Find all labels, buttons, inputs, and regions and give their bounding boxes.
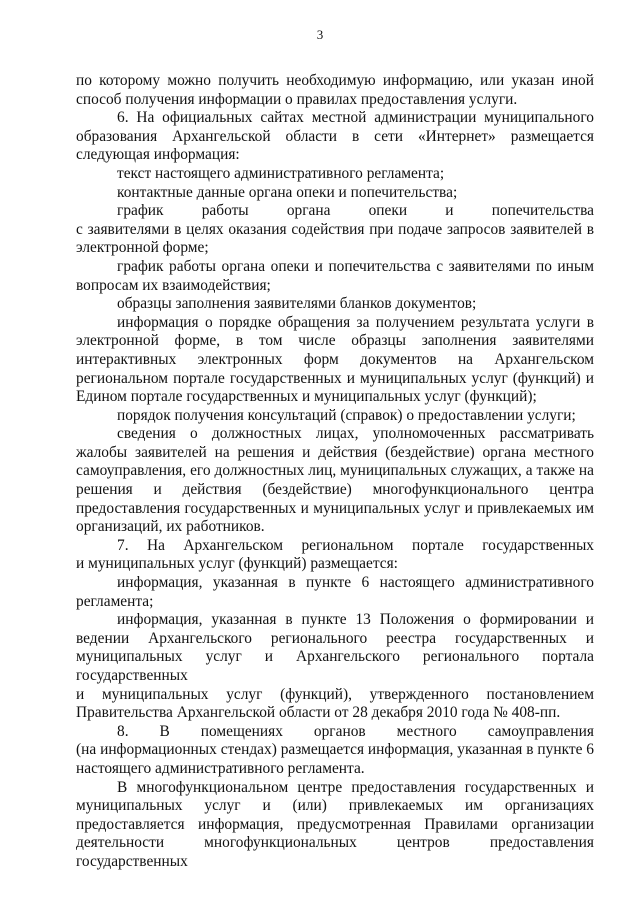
paragraph: контактные данные органа опеки и попечительства; <box>117 183 458 201</box>
paragraph: график работы органа опеки и попечительства с заявителями по иным вопросам их взаимодействия; <box>76 257 594 294</box>
paragraph: информация, указанная в пункте 13 Положения о формировании и ведении Архангельского регионального реестра государственных и муниципальных услуг и Архангельского регионального портала государственных <box>76 611 594 684</box>
paragraph: 8. В помещениях органов местного самоуправления <box>117 722 594 740</box>
paragraph: 6. На официальных сайтах местной администрации муниципального образования Архангельской области в сети «Интернет» размещается следующая информация: <box>76 109 594 164</box>
paragraph: В многофункциональном центре предоставления государственных и муниципальных услуг и (или) привлекаемых им организациях предоставляется информация, предусмотренная Правилами организации деятельности многофункциональных центров предоставления государственных <box>76 778 594 870</box>
paragraph: и муниципальных услуг (функций) размещается: <box>76 555 398 573</box>
paragraph: информация, указанная в пункте 6 настоящего административного регламента; <box>76 574 594 610</box>
paragraph: образцы заполнения заявителями бланков документов; <box>117 295 477 313</box>
paragraph: сведения о должностных лицах, уполномоченных рассматривать жалобы заявителей на решения и действия (бездействие) органа местного самоуправления, его должностных лиц, муниципальных служащих, а также на решения и действия (бездействие) многофункционального центра предоставления государственных и муниципальных услуг и привлекаемых им организаций, их работников. <box>76 425 594 536</box>
paragraph: информация о порядке обращения за получением результата услуги в электронной форме, в том числе образцы заполнения заявителями интерактивных электронных форм документов на Архангельском региональном портале государственных и муниципальных услуг (функций) и Едином портале государственных и муниципальных услуг (функций); <box>76 313 594 406</box>
paragraph: 7. На Архангельском региональном портале государственных <box>117 536 594 554</box>
page-number: 3 <box>316 27 324 42</box>
paragraph: график работы органа опеки и попечительства <box>117 202 594 220</box>
paragraph: с заявителями в целях оказания содействия при подаче запросов заявителей в электронной форме; <box>76 220 594 257</box>
document-body <box>76 72 594 872</box>
paragraph: по которому можно получить необходимую информацию, или указан иной способ получения информации о правилах предоставления услуги. <box>76 72 594 108</box>
paragraph: и муниципальных услуг (функций), утвержденного постановлением Правительства Архангельской области от 28 декабря 2010 года № 408-пп. <box>76 685 594 722</box>
paragraph: текст настоящего административного регламента; <box>117 164 445 182</box>
paragraph: порядок получения консультаций (справок) о предоставлении услуги; <box>117 406 576 424</box>
paragraph: (на информационных стендах) размещается информация, указанная в пункте 6 настоящего административного регламента. <box>76 741 594 777</box>
